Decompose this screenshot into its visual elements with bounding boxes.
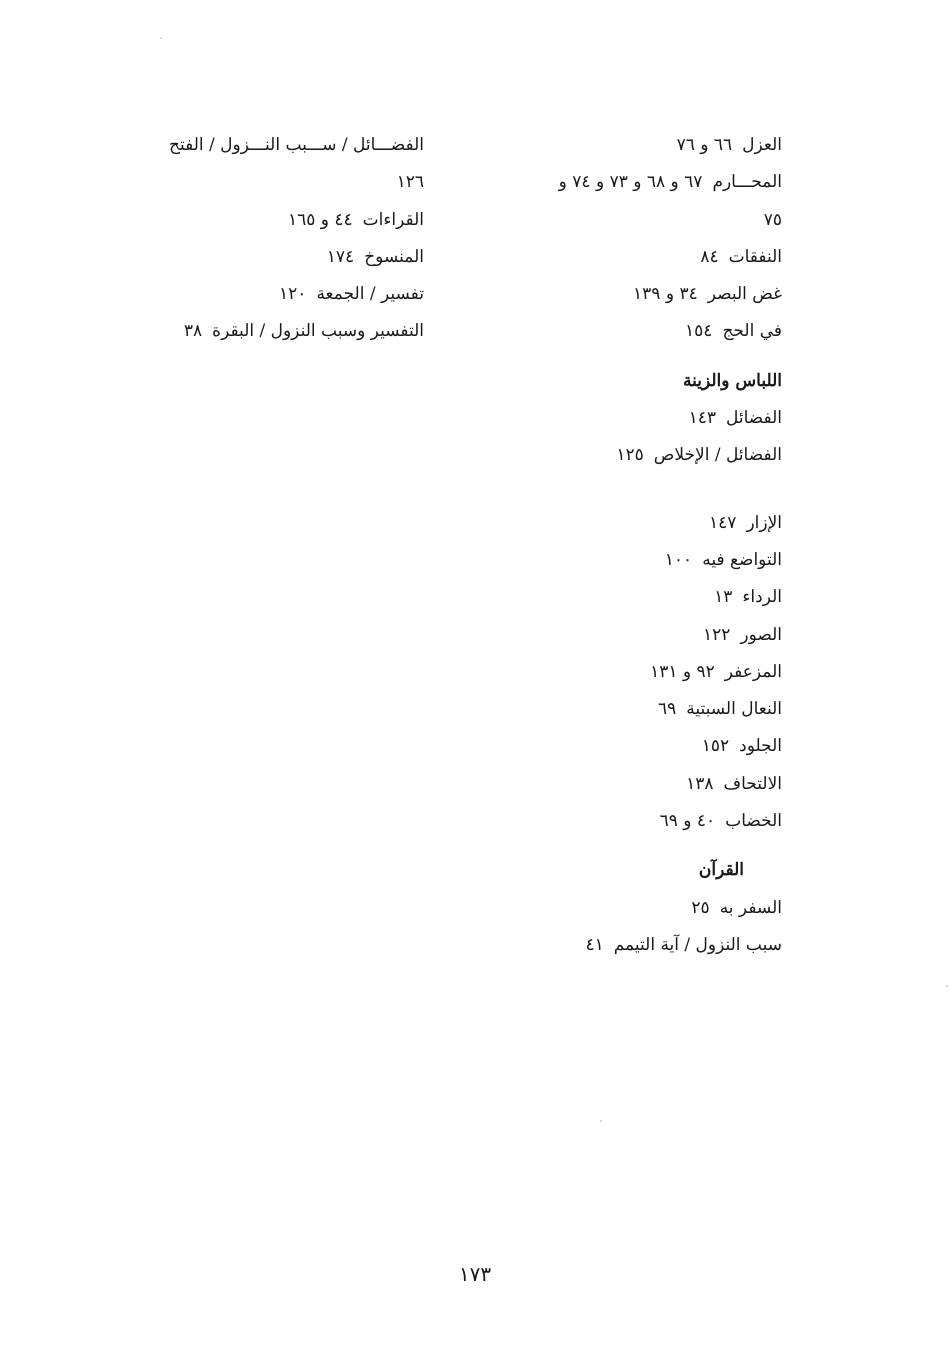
index-column-right (482, 130, 782, 967)
entry-term: الالتحاف (723, 773, 782, 794)
scan-speck (946, 985, 948, 987)
section-heading-quran: القرآن (698, 860, 744, 881)
entry-refs: ٦٦ و ٧٦ (676, 135, 733, 155)
index-entry (482, 508, 782, 545)
entry-refs: ١٢٦ (396, 172, 424, 193)
index-entry (124, 167, 424, 204)
entry-term: النفقات (728, 246, 782, 267)
entry-term: في الحج (722, 321, 782, 342)
entry-term: الفضـــائل / ســـبب النـــزول / الفتح (169, 135, 424, 155)
entry-term: سبب النزول / آية التيمم (613, 934, 782, 955)
entry-refs: ١٢٢ (702, 624, 731, 645)
index-entry (482, 403, 782, 440)
index-entry (482, 620, 782, 657)
index-column-left (124, 130, 424, 354)
index-entry (482, 130, 782, 167)
index-entry (482, 657, 782, 694)
section-spacer (482, 843, 782, 855)
entry-term: المحـــارم (712, 172, 782, 193)
entry-refs: ١٤٣ (688, 408, 716, 429)
index-entry (482, 205, 782, 242)
entry-term: غض البصر (707, 284, 782, 305)
index-entry (482, 731, 782, 768)
entry-refs: ١٤٧ (709, 512, 737, 533)
entry-refs: ١٢٠ (279, 284, 307, 305)
entry-refs: ١٥٤ (685, 321, 713, 342)
scan-speck (600, 1120, 602, 1122)
entry-term: الصور (740, 624, 782, 645)
entry-refs: ٦٧ و ٦٨ و ٧٣ و ٧٤ و (558, 172, 703, 193)
scan-speck (160, 37, 162, 39)
index-entry (482, 694, 782, 731)
index-entry (482, 167, 782, 204)
entry-term: العزل (742, 135, 782, 155)
index-entry (482, 582, 782, 619)
entry-refs: ٤٠ و ٦٩ (659, 811, 716, 832)
entry-term: القراءات (362, 209, 424, 230)
entry-term: الإزار (746, 512, 782, 533)
entry-term: المزعفر (724, 661, 782, 682)
page-number: ١٧٣ (458, 1262, 492, 1286)
index-entry (482, 893, 782, 930)
index-entry (124, 130, 424, 167)
entry-refs: ١٠٠ (664, 549, 693, 570)
entry-refs: ٣٤ و ١٣٩ (633, 284, 698, 305)
entry-term: المنسوخ (364, 246, 424, 267)
index-entry (482, 316, 782, 353)
entry-refs: ٤١ (585, 934, 604, 955)
entry-term: النعال السبتية (686, 699, 782, 720)
index-entry (124, 279, 424, 316)
section-spacer (482, 354, 782, 366)
index-entry (482, 930, 782, 967)
entry-term: الفضائل / الإخلاص (653, 445, 782, 466)
entry-term: الخضاب (725, 811, 782, 832)
index-entry (482, 545, 782, 582)
entry-term: التواضع فيه (702, 549, 782, 570)
entry-refs: ١٣٨ (686, 773, 714, 794)
section-spacer (482, 478, 782, 508)
index-entry (124, 316, 424, 353)
index-entry (482, 440, 782, 477)
entry-term: الفضائل (725, 408, 782, 429)
index-entry (482, 769, 782, 806)
entry-refs: ١٥٢ (701, 736, 730, 757)
entry-refs: ٣٨ (183, 321, 203, 342)
entry-term: تفسير / الجمعة (316, 284, 424, 305)
index-entry (482, 806, 782, 843)
index-entry (124, 205, 424, 242)
entry-term: الرداء (742, 587, 782, 608)
entry-refs: ٨٤ (700, 246, 719, 267)
entry-term: التفسير وسبب النزول / البقرة (212, 321, 424, 342)
index-entry (482, 242, 782, 279)
entry-term: الجلود (739, 736, 782, 757)
entry-refs: ٤٤ و ١٦٥ (287, 209, 353, 230)
index-entry (124, 242, 424, 279)
entry-term: السفر به (719, 897, 782, 918)
entry-refs: ٢٥ (691, 897, 710, 918)
entry-refs: ٧٥ (763, 209, 782, 230)
entry-refs: ١٧٤ (326, 246, 355, 267)
section-heading-clothing: اللباس والزينة (683, 370, 782, 391)
entry-refs: ٦٩ (657, 699, 677, 720)
entry-refs: ١٣ (714, 587, 733, 608)
index-entry (482, 279, 782, 316)
entry-refs: ٩٢ و ١٣١ (650, 661, 715, 682)
entry-refs: ١٢٥ (616, 445, 644, 466)
